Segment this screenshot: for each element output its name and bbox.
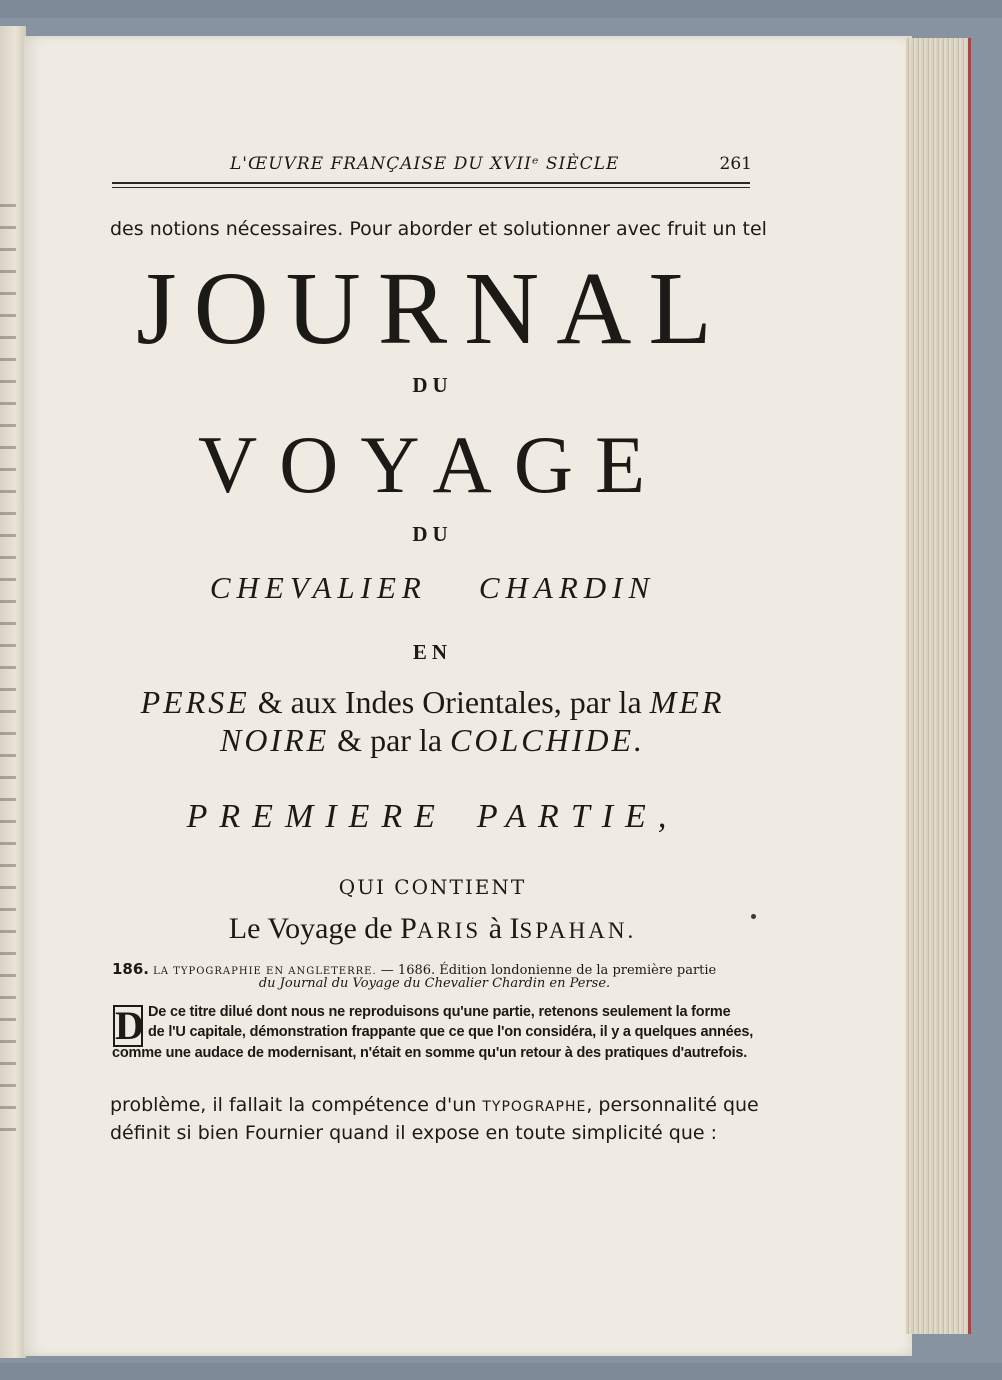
facsimile-le-voyage-de: Le Voyage de xyxy=(228,912,401,945)
facsimile-indes: & aux Indes Orientales, par la xyxy=(249,684,650,720)
running-title: L'ŒUVRE FRANÇAISE DU XVIIᵉ SIÈCLE xyxy=(230,154,620,174)
facsimile-paris-rest: ARIS xyxy=(416,918,482,943)
figure-number: 186. xyxy=(112,960,150,978)
facsimile-colchide: COLCHIDE. xyxy=(450,722,646,758)
facsimile-a: à xyxy=(481,912,510,945)
facsimile-premiere-partie xyxy=(110,798,755,836)
body-text-fragment: problème, il fallait la compétence d'un xyxy=(110,1094,483,1116)
facsimile-chevalier-chardin xyxy=(110,570,755,606)
facsimile-chevalier: CHEVALIER xyxy=(209,570,427,605)
body-text-line xyxy=(110,1094,759,1116)
figure-date-description: — 1686. Édition londonienne de la première partie xyxy=(376,963,717,978)
facsimile-le-voyage xyxy=(110,912,755,946)
previous-page-text-fragments xyxy=(0,190,16,1140)
facsimile-en: EN xyxy=(412,640,453,664)
body-text-line: des notions nécessaires. Pour aborder et solutionner avec fruit un tel xyxy=(110,218,767,240)
facsimile-qui-contient: QUI CONTIENT xyxy=(338,875,527,899)
facsimile-noire-line xyxy=(110,722,755,759)
body-text-typographe: TYPOGRAPHE xyxy=(482,1099,587,1115)
facsimile-partie: PARTIE, xyxy=(476,798,679,835)
note-line-3: comme une audace de modernisant, n'était en somme qu'un retour à des pratiques d'autrefois. xyxy=(112,1045,748,1061)
facsimile-perse-line xyxy=(110,684,755,721)
facsimile-mer: MER xyxy=(649,684,725,720)
note-drop-cap: D xyxy=(115,1003,144,1048)
facsimile-premiere: PREMIERE xyxy=(186,798,447,835)
facsimile-ispahan-initial: I xyxy=(509,912,520,945)
facsimile-du-1: DU xyxy=(412,373,453,397)
facsimile-du-2: DU xyxy=(412,522,453,546)
facsimile-ispahan-rest: SPAHAN. xyxy=(519,918,637,943)
note-line-1: De ce titre dilué dont nous ne reproduisons qu'une partie, retenons seulement la forme xyxy=(148,1004,731,1020)
facsimile-title-journal: JOURNAL xyxy=(136,251,729,366)
running-header xyxy=(110,152,754,178)
figure-label: LA TYPOGRAPHIE EN ANGLETERRE. xyxy=(153,966,377,977)
facsimile-perse: PERSE xyxy=(140,684,250,720)
header-rule-thin xyxy=(112,187,750,188)
ink-speck xyxy=(751,914,756,919)
facsimile-paris-initial: P xyxy=(400,912,417,945)
header-rule-thick xyxy=(112,182,750,184)
note-line-2: de l'U capitale, démonstration frappante que ce que l'on considéra, il y a quelques années, xyxy=(148,1024,754,1040)
figure-caption-line-2: du Journal du Voyage du Chevalier Chardin en Perse. xyxy=(258,976,611,991)
page-block-edges xyxy=(906,38,971,1334)
page-number: 261 xyxy=(719,154,752,174)
body-text-fragment: , personnalité que xyxy=(586,1094,759,1116)
facsimile-par-la: & par la xyxy=(329,722,451,758)
body-text-line: définit si bien Fournier quand il expose en toute simplicité que : xyxy=(110,1122,718,1144)
facsimile-noire: NOIRE xyxy=(219,722,330,758)
facsimile-title-voyage: VOYAGE xyxy=(197,419,668,510)
facsimile-chardin: CHARDIN xyxy=(478,570,656,605)
